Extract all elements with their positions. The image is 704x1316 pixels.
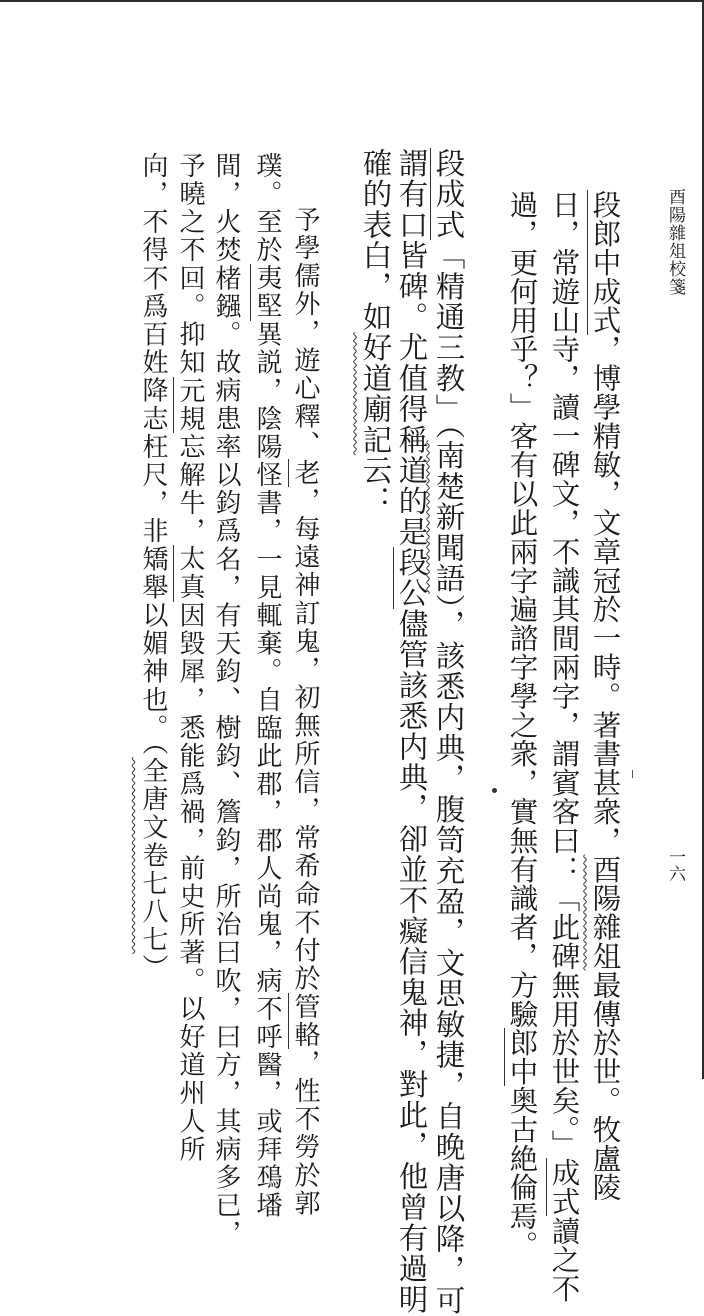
quote-column-3: 間，火焚楮鏹。故病患率以鈞爲名，有天鈞、樹鈞、簷鈞，所治曰吹，曰方，其病多已，: [211, 152, 241, 1248]
text-column-2: 日，常遊山寺，讀一碑文，不識其間兩字，謂賓客曰：「此碑無用於世矣。」成式讀之不: [547, 190, 581, 1303]
book-title: 酉陽雜俎: [588, 854, 622, 971]
print-mark: [632, 770, 633, 778]
proper-name: 段郎中成式: [588, 190, 622, 335]
proper-name: 元規: [175, 376, 205, 434]
proper-name: 夷堅: [252, 264, 282, 321]
text-column-3: 過，更何用乎？」客有以此兩字遍諮字學之衆，實無有識者，方驗郎中奥古絶倫焉。: [505, 190, 539, 1260]
proper-name: 段成式: [431, 148, 466, 241]
page-number: 一六: [665, 848, 685, 882]
running-title: 酉陽雜俎校箋: [665, 188, 685, 296]
text-column-4: 段成式「精通三教」（南楚新聞語），該悉内典，腹笥充盈，文思敏捷，自晚唐以降，可: [431, 148, 466, 1316]
book-title: 南楚新聞語: [431, 440, 466, 594]
quote-column-2: 璞。至於夷堅異説，陰陽怪書，一見輒棄。自臨此郡，郡人尚鬼，病不呼醫，或拜䲹墦: [252, 152, 282, 1220]
book-title: 好道廟記: [358, 332, 393, 456]
book-title: 全唐文卷七八七: [138, 757, 168, 954]
proper-name: 太真: [175, 545, 205, 602]
text-column-5: 謂有口皆碑。尤值得稱道的是段公儘管該悉内典，卻並不癡信鬼神，對此，他曾有過明: [394, 148, 429, 1315]
quote-column-4: 予曉之不回。抑知元規忘解牛，太真因毀犀，悉能爲禍，前史所著。以好道州人所: [175, 152, 205, 1164]
print-speck: [492, 788, 497, 793]
quote-column-5: 向，不得不爲百姓降志枉尺，非矯舉以媚神也。（全唐文卷七八七）: [138, 152, 168, 983]
proper-name: 成式: [547, 1158, 581, 1217]
proper-name: 管輅: [290, 992, 320, 1050]
quote-column-1: 予學儒外，遊心釋、老，每遠神訂鬼，初無所信，常希命不付於管輅，性不勞於郭: [290, 206, 320, 1218]
proper-name: 段公: [394, 547, 429, 609]
proper-name: 老: [290, 458, 320, 488]
text-column-6: 確的表白，如好道廟記云：: [358, 148, 393, 517]
text-column-1: 段郎中成式，博學精敏，文章冠於一時。著書甚衆，酉陽雜俎最傳於世。牧盧陵: [588, 190, 622, 1202]
proper-name: 郎中: [505, 1028, 539, 1086]
